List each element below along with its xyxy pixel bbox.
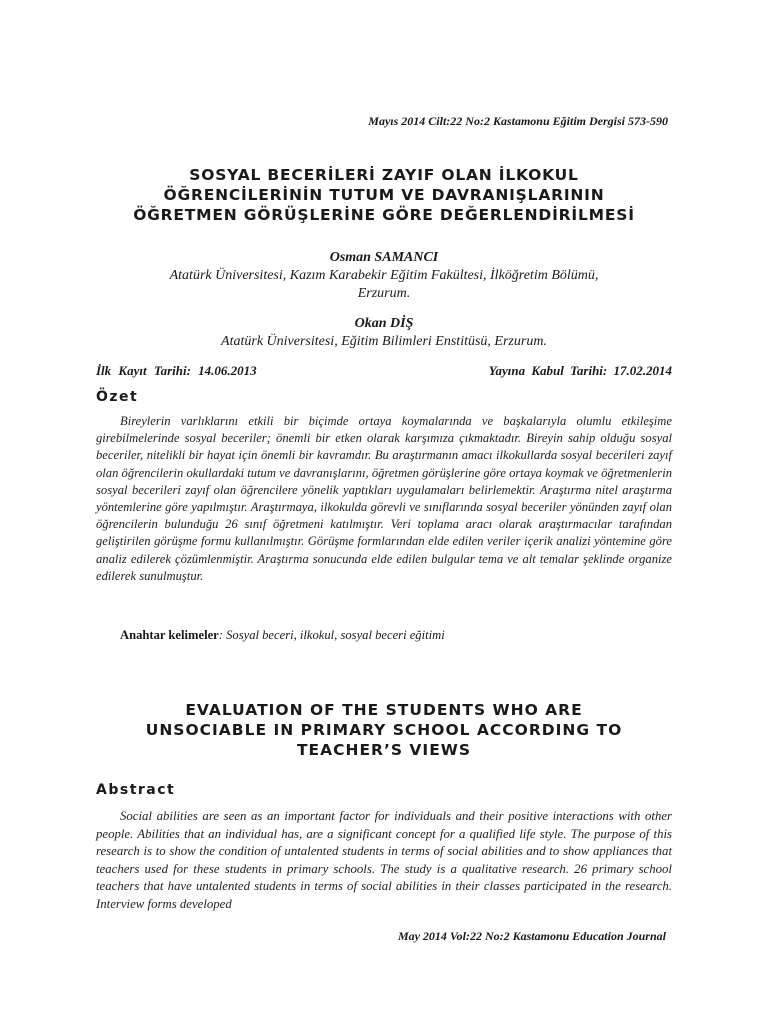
page-footer: May 2014 Vol:22 No:2 Kastamonu Education Journal	[397, 929, 666, 943]
running-head: Mayıs 2014 Cilt:22 No:2 Kastamonu Eğitim Dergisi 573-590	[368, 114, 668, 128]
accepted-date: Yayına Kabul Tarihi: 17.02.2014	[488, 363, 672, 378]
received-date: İlk Kayıt Tarihi: 14.06.2013	[96, 363, 257, 378]
keywords	[120, 628, 445, 643]
turkish-title-line: ÖĞRETMEN GÖRÜŞLERİNE GÖRE DEĞERLENDİRİLMESİ	[133, 206, 635, 224]
author-block	[96, 315, 672, 351]
author-block	[96, 249, 672, 303]
ozet-heading: Özet	[96, 389, 139, 405]
turkish-title-line: SOSYAL BECERİLERİ ZAYIF OLAN İLKOKUL	[189, 166, 579, 184]
english-title-line: TEACHER’S VIEWS	[296, 741, 472, 759]
turkish-title	[96, 165, 672, 225]
author-name: Okan DİŞ	[354, 316, 414, 331]
english-title-line: UNSOCIABLE IN PRIMARY SCHOOL ACCORDING TO	[145, 721, 623, 739]
author-affiliation: Erzurum.	[357, 286, 411, 301]
author-name: Osman SAMANCI	[329, 250, 439, 265]
author-affiliation: Atatürk Üniversitesi, Eğitim Bilimleri Enstitüsü, Erzurum.	[221, 334, 547, 349]
author-affiliation: Atatürk Üniversitesi, Kazım Karabekir Eğitim Fakültesi, İlköğretim Bölümü,	[169, 268, 599, 283]
keywords-label: Anahtar kelimeler	[120, 628, 219, 642]
turkish-title-line: ÖĞRENCİLERİNİN TUTUM VE DAVRANIŞLARININ	[163, 186, 605, 204]
ozet-text: Bireylerin varlıklarını etkili bir biçimde ortaya koymalarında ve başkalarıyla olumlu etkileşime girebilmelerinde sosyal beceriler; önemli bir etken olarak karşımıza çıkmaktadır. Bireyin sahip olduğu sosyal beceriler, nitelikli bir hayat için önemli bir kavramdır. Bu araştırmanın amacı ilkokullarda sosyal becerileri zayıf olan öğrencilerin okullardaki tutum ve davranışlarını, öğretmen görüşlerine göre ortaya koymak ve öğretmenlerin sosyal becerileri zayıf olan öğrencilere yönelik yaptıkları uygulamaları belirlemektir. Araştırma nitel araştırma yöntemlerine göre yapılmıştır. Araştırmaya, ilkokulda görevli ve sınıflarında sosyal beceriler yönünden zayıf olan öğrencilerin bulunduğu 26 sınıf öğretmeni katılmıştır. Veri toplama aracı olarak araştırmacılar tarafından geliştirilen görüşme formu kullanılmıştır. Görüşme formlarından elde edilen veriler içerik analizi yöntemine göre analiz edilerek çözümlenmiştir. Araştırma sonucunda elde edilen bulgular tema ve alt temalar şeklinde organize edilerek sunulmuştur.	[96, 414, 672, 583]
abstract-text: Social abilities are seen as an important factor for individuals and their positive interactions with other people. Abilities that an individual has, are a significant concept for a qualified life style. The purpose of this research is to show the condition of untalented students in terms of social abilities and to show appliances that teachers used for these students in primary schools. The study is a qualitative research. 26 primary school teachers that have untalented students in terms of social abilities in their classes participated in the research. Interview forms developed	[96, 809, 672, 911]
abstract-heading: Abstract	[96, 782, 176, 798]
english-title-line: EVALUATION OF THE STUDENTS WHO ARE	[185, 701, 583, 719]
keywords-value: : Sosyal beceri, ilkokul, sosyal beceri eğitimi	[218, 628, 445, 642]
english-title	[96, 700, 672, 760]
